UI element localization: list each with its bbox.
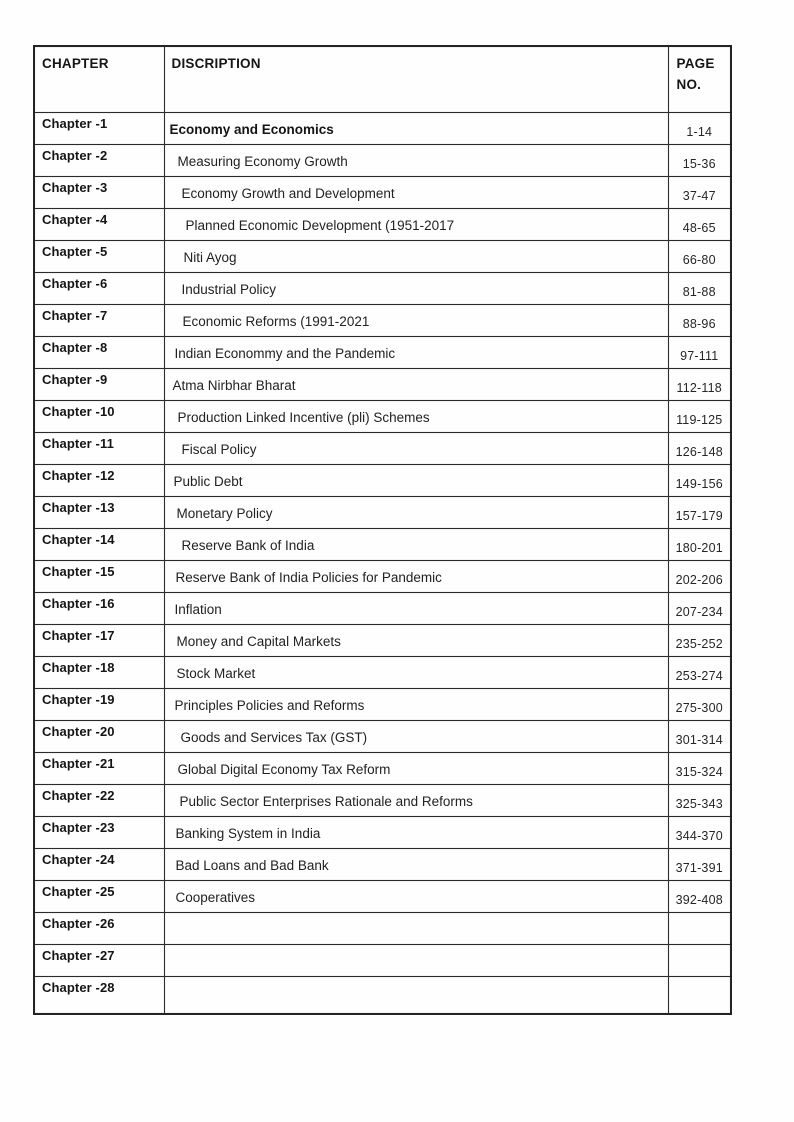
chapter-label: Chapter -13 — [34, 496, 164, 528]
table-row — [34, 400, 731, 432]
chapter-description: Reserve Bank of India — [164, 528, 668, 560]
table-row — [34, 144, 731, 176]
table-row — [34, 208, 731, 240]
page-range: 275-300 — [668, 688, 731, 720]
chapter-description: Goods and Services Tax (GST) — [164, 720, 668, 752]
page-range: 88-96 — [668, 304, 731, 336]
page-range: 15-36 — [668, 144, 731, 176]
chapter-label: Chapter -14 — [34, 528, 164, 560]
page-range: 344-370 — [668, 816, 731, 848]
page-range — [668, 944, 731, 976]
table-row — [34, 336, 731, 368]
chapter-description: Public Sector Enterprises Rationale and Reforms — [164, 784, 668, 816]
chapter-description: Atma Nirbhar Bharat — [164, 368, 668, 400]
page-range: 180-201 — [668, 528, 731, 560]
table-row — [34, 240, 731, 272]
chapter-description: Global Digital Economy Tax Reform — [164, 752, 668, 784]
table-row — [34, 880, 731, 912]
page-range: 149-156 — [668, 464, 731, 496]
column-header-page-no: PAGE NO. — [668, 46, 731, 112]
page-range: 48-65 — [668, 208, 731, 240]
page-range: 392-408 — [668, 880, 731, 912]
page-range: 301-314 — [668, 720, 731, 752]
chapter-label: Chapter -27 — [34, 944, 164, 976]
chapter-description — [164, 976, 668, 1014]
chapter-label: Chapter -28 — [34, 976, 164, 1014]
page-range: 66-80 — [668, 240, 731, 272]
chapter-description: Inflation — [164, 592, 668, 624]
chapter-label: Chapter -24 — [34, 848, 164, 880]
page-range: 97-111 — [668, 336, 731, 368]
chapter-label: Chapter -3 — [34, 176, 164, 208]
page-range: 37-47 — [668, 176, 731, 208]
page-range: 126-148 — [668, 432, 731, 464]
chapter-description: Industrial Policy — [164, 272, 668, 304]
table-row — [34, 688, 731, 720]
table-row — [34, 912, 731, 944]
chapter-label: Chapter -26 — [34, 912, 164, 944]
chapter-label: Chapter -6 — [34, 272, 164, 304]
page-range: 371-391 — [668, 848, 731, 880]
page-range: 119-125 — [668, 400, 731, 432]
table-row — [34, 304, 731, 336]
chapter-description: Reserve Bank of India Policies for Pandemic — [164, 560, 668, 592]
chapter-label: Chapter -18 — [34, 656, 164, 688]
page-range — [668, 912, 731, 944]
table-row — [34, 816, 731, 848]
chapter-description: Money and Capital Markets — [164, 624, 668, 656]
column-header-description: DISCRIPTION — [164, 46, 668, 112]
table-row — [34, 944, 731, 976]
table-of-contents — [33, 45, 732, 1015]
table-row — [34, 784, 731, 816]
table-row — [34, 848, 731, 880]
chapter-label: Chapter -17 — [34, 624, 164, 656]
chapter-description: Economy and Economics — [164, 112, 668, 144]
chapter-description: Indian Econommy and the Pandemic — [164, 336, 668, 368]
chapter-description: Banking System in India — [164, 816, 668, 848]
chapter-label: Chapter -22 — [34, 784, 164, 816]
table-row — [34, 432, 731, 464]
chapter-description: Stock Market — [164, 656, 668, 688]
chapter-description — [164, 912, 668, 944]
table-header-row — [34, 46, 731, 112]
page-range — [668, 976, 731, 1014]
chapter-label: Chapter -19 — [34, 688, 164, 720]
page-range: 112-118 — [668, 368, 731, 400]
column-header-chapter: CHAPTER — [34, 46, 164, 112]
chapter-label: Chapter -12 — [34, 464, 164, 496]
chapter-description: Economic Reforms (1991-2021 — [164, 304, 668, 336]
chapter-description — [164, 944, 668, 976]
chapter-description: Measuring Economy Growth — [164, 144, 668, 176]
chapter-label: Chapter -5 — [34, 240, 164, 272]
chapter-label: Chapter -10 — [34, 400, 164, 432]
table-row — [34, 592, 731, 624]
chapter-description: Public Debt — [164, 464, 668, 496]
page-range: 202-206 — [668, 560, 731, 592]
table-row — [34, 176, 731, 208]
table-row — [34, 656, 731, 688]
chapter-description: Bad Loans and Bad Bank — [164, 848, 668, 880]
page-range: 1-14 — [668, 112, 731, 144]
page-range: 207-234 — [668, 592, 731, 624]
chapter-description: Niti Ayog — [164, 240, 668, 272]
table-row — [34, 272, 731, 304]
page-range: 315-324 — [668, 752, 731, 784]
chapter-label: Chapter -23 — [34, 816, 164, 848]
table-row — [34, 624, 731, 656]
table-row — [34, 560, 731, 592]
chapter-description: Monetary Policy — [164, 496, 668, 528]
table-row — [34, 112, 731, 144]
table-row — [34, 528, 731, 560]
chapter-label: Chapter -4 — [34, 208, 164, 240]
chapter-label: Chapter -16 — [34, 592, 164, 624]
chapter-description: Fiscal Policy — [164, 432, 668, 464]
page-range: 157-179 — [668, 496, 731, 528]
chapter-label: Chapter -20 — [34, 720, 164, 752]
table-row — [34, 976, 731, 1014]
chapter-label: Chapter -21 — [34, 752, 164, 784]
chapter-description: Economy Growth and Development — [164, 176, 668, 208]
chapter-description: Cooperatives — [164, 880, 668, 912]
table-row — [34, 720, 731, 752]
chapter-description: Planned Economic Development (1951-2017 — [164, 208, 668, 240]
chapter-label: Chapter -2 — [34, 144, 164, 176]
table-row — [34, 464, 731, 496]
chapter-label: Chapter -7 — [34, 304, 164, 336]
chapter-label: Chapter -9 — [34, 368, 164, 400]
page-range: 325-343 — [668, 784, 731, 816]
table-row — [34, 752, 731, 784]
chapter-description: Production Linked Incentive (pli) Schemes — [164, 400, 668, 432]
page-range: 235-252 — [668, 624, 731, 656]
page-range: 253-274 — [668, 656, 731, 688]
chapter-label: Chapter -1 — [34, 112, 164, 144]
chapter-label: Chapter -8 — [34, 336, 164, 368]
page-range: 81-88 — [668, 272, 731, 304]
chapter-label: Chapter -11 — [34, 432, 164, 464]
chapter-label: Chapter -15 — [34, 560, 164, 592]
table-row — [34, 496, 731, 528]
table-row — [34, 368, 731, 400]
chapter-description: Principles Policies and Reforms — [164, 688, 668, 720]
chapter-label: Chapter -25 — [34, 880, 164, 912]
